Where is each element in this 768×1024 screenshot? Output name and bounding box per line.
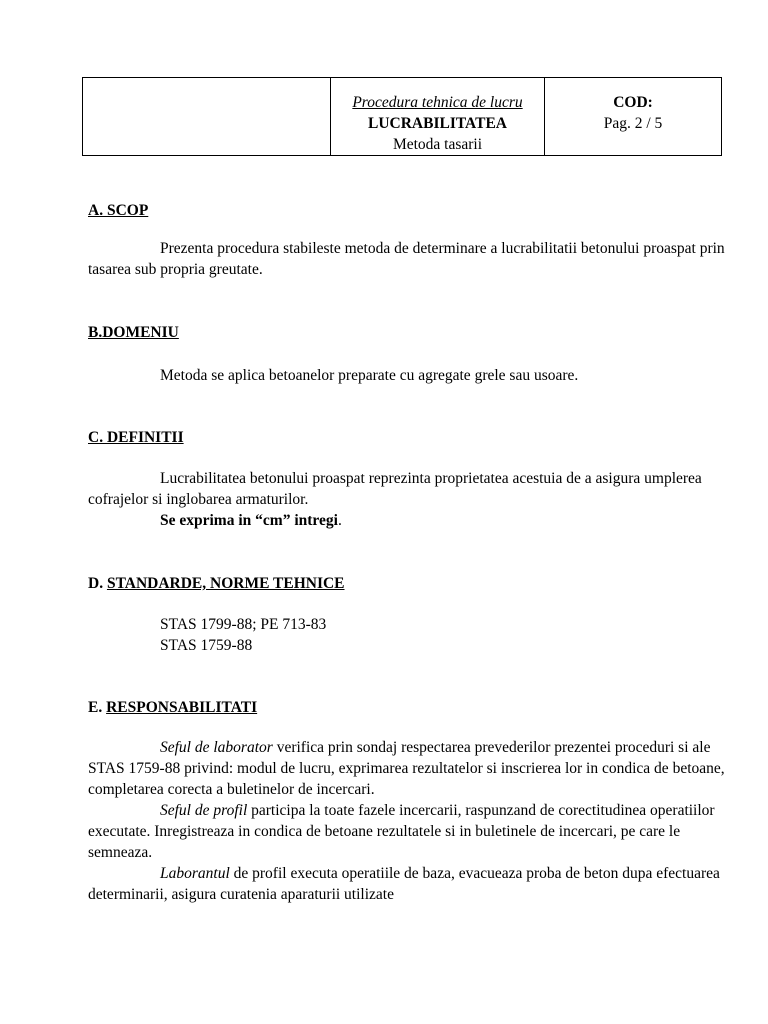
section-text-domeniu: Metoda se aplica betoanelor preparate cu agregate grele sau usoare. (160, 367, 579, 384)
responsibility-lab-technician (88, 863, 728, 905)
section-heading-domeniu: B.DOMENIU (88, 324, 179, 341)
responsibility-lab-chief (88, 737, 728, 800)
section-domeniu (88, 322, 728, 386)
document-title: LUCRABILITATEA (368, 115, 507, 132)
header-code-cell (545, 78, 721, 155)
method-label: Metoda tasarii (392, 136, 483, 153)
text-profile-chief: participa la toate fazele incercarii, raspunzand de corectitudinea operatiilor executate. Inregistreaza in condica de betoane rezultatele si in buletinele de incercari, pe care le semneaza. (88, 802, 715, 861)
section-prefix-e: E. (88, 699, 103, 716)
section-scop (88, 200, 728, 280)
section-heading-standarde (88, 573, 728, 594)
section-standarde (88, 573, 728, 656)
section-title-responsabilitati: RESPONSABILITATI (106, 699, 258, 716)
role-profile-chief: Seful de profil (160, 802, 248, 819)
section-title-standarde: STANDARDE, NORME TEHNICE (106, 575, 345, 592)
standard-line-2: STAS 1759-88 (160, 637, 253, 654)
section-heading-scop: A. SCOP (88, 202, 149, 219)
page-number: Pag. 2 / 5 (603, 115, 663, 132)
expression-end: . (337, 512, 342, 529)
role-lab-chief: Seful de laborator (160, 739, 273, 756)
header-title-cell (331, 78, 545, 155)
expression-bold: Se exprima in “cm” intregi (160, 512, 338, 529)
section-responsabilitati (88, 697, 728, 905)
header-table (82, 77, 722, 156)
cod-label: COD: (613, 94, 653, 111)
definitii-expression (88, 510, 728, 531)
section-heading-definitii: C. DEFINITII (88, 429, 184, 446)
responsibility-profile-chief (88, 800, 728, 863)
text-lab-chief: verifica prin sondaj respectarea prevederilor prezentei proceduri si ale STAS 1759-88 privind: modul de lucru, exprimarea rezultatelor si inscrierea lor in condica de betoane, completarea corecta a buletinelor de incercari. (88, 739, 725, 798)
section-definitii (88, 427, 728, 531)
header-logo-cell (83, 78, 331, 155)
role-lab-technician: Laborantul (160, 865, 230, 882)
text-lab-technician: de profil executa operatiile de baza, evacueaza proba de beton dupa efectuarea determinarii, asigura curatenia aparaturii utilizate (88, 865, 720, 903)
section-prefix-d: D. (88, 575, 104, 592)
section-heading-responsabilitati (88, 697, 728, 718)
procedure-label: Procedura tehnica de lucru (352, 94, 523, 111)
section-text-scop: Prezenta procedura stabileste metoda de determinare a lucrabilitatii betonului proaspat prin tasarea sub propria greutate. (88, 240, 725, 278)
section-text-definitii: Lucrabilitatea betonului proaspat reprezinta proprietatea acestuia de a asigura umplerea cofrajelor si inglobarea armaturilor. (88, 470, 702, 508)
standard-line-1: STAS 1799-88; PE 713-83 (160, 616, 327, 633)
